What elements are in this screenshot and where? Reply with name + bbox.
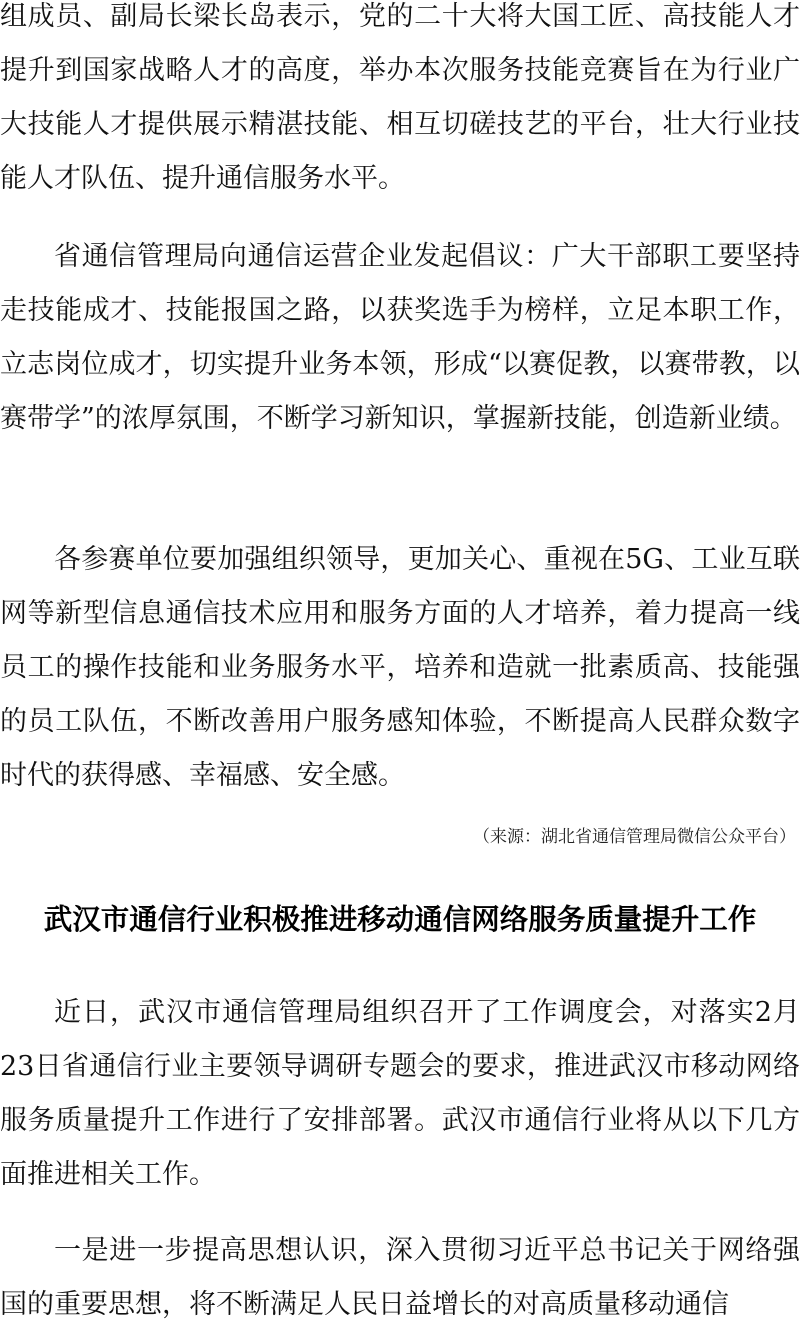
- article1-paragraph-2: 省通信管理局向通信运营企业发起倡议：广大干部职工要坚持走技能成才、技能报国之路，以获奖选手为榜样，立足本职工作，立志岗位成才，切实提升业务本领，形成“以赛促教，以赛带教，以赛带学”的浓厚氛围，不断学习新知识，掌握新技能，创造新业绩。: [0, 241, 800, 434]
- article1-paragraph-1: 组成员、副局长梁长岛表示，党的二十大将大国工匠、高技能人才提升到国家战略人才的高度，举办本次服务技能竞赛旨在为行业广大技能人才提供展示精湛技能、相互切磋技艺的平台，壮大行业技能人才队伍、提升通信服务水平。: [0, 1, 800, 194]
- article1-paragraph-3: 各参赛单位要加强组织领导，更加关心、重视在5G、工业互联网等新型信息通信技术应用和服务方面的人才培养，着力提高一线员工的操作技能和业务服务水平，培养和造就一批素质高、技能强的员工队伍，不断改善用户服务感知体验，不断提高人民群众数字时代的获得感、幸福感、安全感。: [0, 544, 800, 791]
- source-note: （来源：湖北省通信管理局微信公众平台）: [473, 827, 796, 847]
- article2-paragraph-2: 一是进一步提高思想认识，深入贯彻习近平总书记关于网络强国的重要思想，将不断满足人民日益增长的对高质量移动通信: [0, 1235, 800, 1320]
- article2-paragraph-1: 近日，武汉市通信管理局组织召开了工作调度会，对落实2月23日省通信行业主要领导调研专题会的要求，推进武汉市移动网络服务质量提升工作进行了安排部署。武汉市通信行业将从以下几方面推进相关工作。: [0, 997, 800, 1190]
- article-title: 武汉市通信行业积极推进移动通信网络服务质量提升工作: [43, 903, 757, 936]
